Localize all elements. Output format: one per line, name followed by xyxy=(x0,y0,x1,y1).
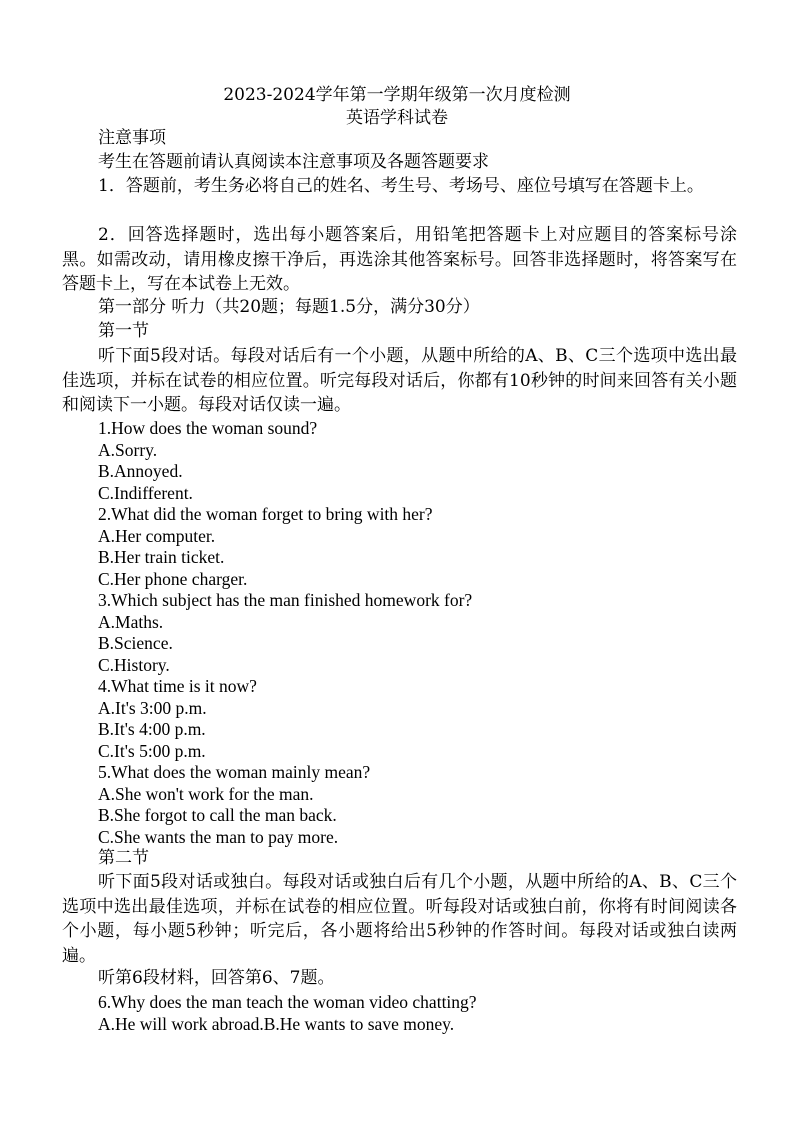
option-1c: C.Indifferent. xyxy=(98,483,193,503)
question-4: 4.What time is it now? xyxy=(98,676,257,696)
section1-heading: 第一节 xyxy=(98,321,149,341)
option-5a: A.She won't work for the man. xyxy=(98,784,314,804)
option-3a: A.Maths. xyxy=(98,612,164,632)
option-5c: C.She wants the man to pay more. xyxy=(98,827,339,847)
option-3c: C.History. xyxy=(98,655,170,675)
notice-heading: 注意事项 xyxy=(98,128,166,148)
option-2b: B.Her train ticket. xyxy=(98,547,225,567)
option-2a: A.Her computer. xyxy=(98,526,216,546)
notice-intro: 考生在答题前请认真阅读本注意事项及各题答题要求 xyxy=(98,152,489,172)
section2-heading: 第二节 xyxy=(98,848,149,868)
question-1: 1.How does the woman sound? xyxy=(98,418,318,438)
option-3b: B.Science. xyxy=(98,633,173,653)
notice-item-2: 2．回答选择题时，选出每小题答案后，用铅笔把答题卡上对应题目的答案标号涂黑。如需改动，请用橡皮擦干净后，再选涂其他答案标号。回答非选择题时，将答案写在答题卡上，写在本试卷上无效。 xyxy=(62,225,737,294)
notice-item-1: 1．答题前，考生务必将自己的姓名、考生号、考场号、座位号填写在答题卡上。 xyxy=(98,176,704,196)
exam-subtitle: 英语学科试卷 xyxy=(346,108,448,128)
option-2c: C.Her phone charger. xyxy=(98,569,248,589)
option-5b: B.She forgot to call the man back. xyxy=(98,805,337,825)
question-6: 6.Why does the man teach the woman video chatting? xyxy=(98,992,477,1012)
question-3: 3.Which subject has the man finished homework for? xyxy=(98,590,473,610)
option-4b: B.It's 4:00 p.m. xyxy=(98,719,206,739)
option-1b: B.Annoyed. xyxy=(98,461,183,481)
option-4c: C.It's 5:00 p.m. xyxy=(98,741,206,761)
section1-instructions: 听下面5段对话。每段对话后有一个小题，从题中所给的A、B、C三个选项中选出最佳选项，并标在试卷的相应位置。听完每段对话后，你都有10秒钟的时间来回答有关小题和阅读下一小题。每段对话仅读一遍。 xyxy=(62,346,737,415)
question-2: 2.What did the woman forget to bring with her? xyxy=(98,504,433,524)
question-5: 5.What does the woman mainly mean? xyxy=(98,762,371,782)
part1-heading: 第一部分 听力（共20题；每题1.5分，满分30分） xyxy=(98,297,480,317)
section2-instructions: 听下面5段对话或独白。每段对话或独白后有几个小题，从题中所给的A、B、C三个选项中选出最佳选项，并标在试卷的相应位置。听每段对话或独白前，你将有时间阅读各个小题，每小题5秒钟；听完后，各小题将给出5秒钟的作答时间。每段对话或独白读两遍。 xyxy=(62,872,737,966)
material-note: 听第6段材料，回答第6、7题。 xyxy=(98,968,335,988)
exam-title: 2023-2024学年第一学期年级第一次月度检测 xyxy=(223,85,571,105)
option-4a: A.It's 3:00 p.m. xyxy=(98,698,207,718)
option-1a: A.Sorry. xyxy=(98,440,158,460)
question-6-options: A.He will work abroad.B.He wants to save money. xyxy=(98,1014,455,1034)
